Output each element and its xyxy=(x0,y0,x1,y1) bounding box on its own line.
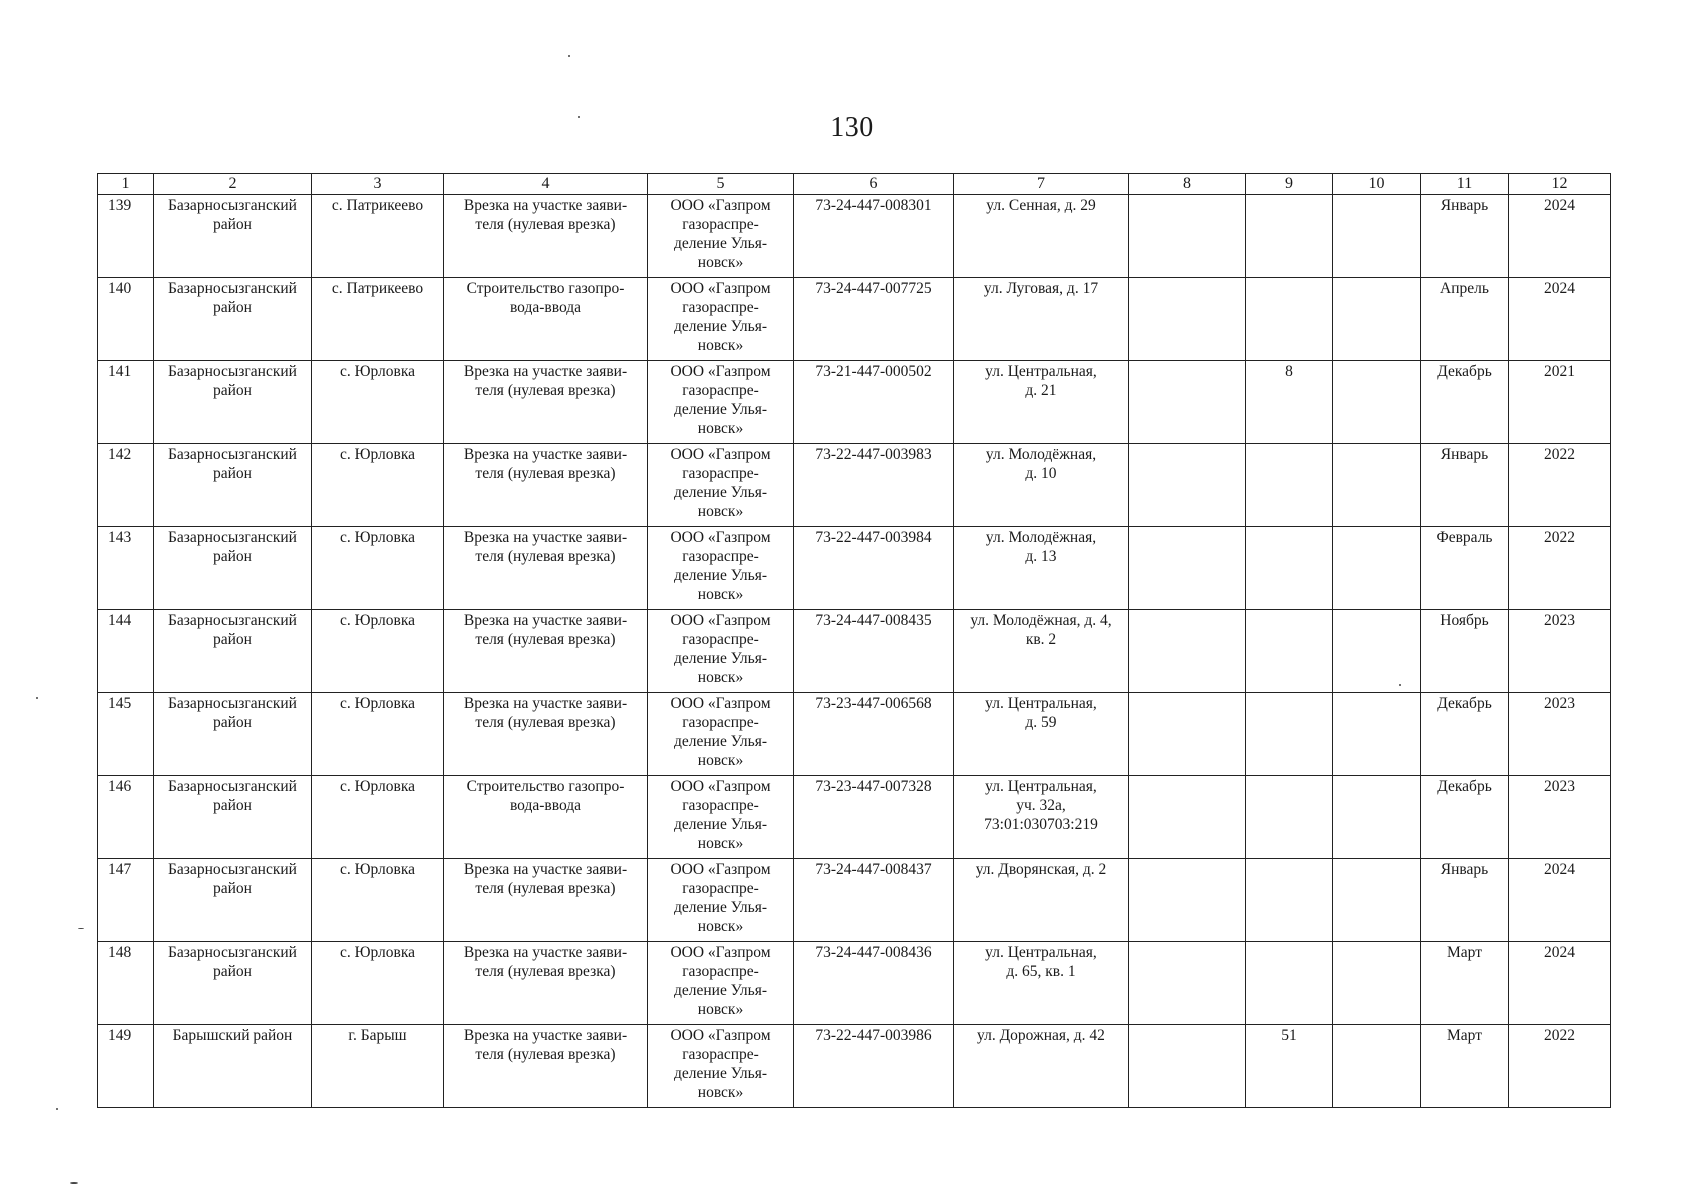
column-10-cell xyxy=(1333,859,1421,942)
column-header: 11 xyxy=(1421,174,1509,195)
work-type-cell: Врезка на участке заяви- теля (нулевая врезка) xyxy=(444,527,648,610)
column-header: 9 xyxy=(1246,174,1333,195)
row-number: 148 xyxy=(98,942,154,1025)
table-row xyxy=(98,859,1611,942)
application-code-cell: 73-23-447-006568 xyxy=(794,693,954,776)
column-8-cell xyxy=(1129,859,1246,942)
district-cell: Базарносызганский район xyxy=(154,942,312,1025)
table-row xyxy=(98,942,1611,1025)
month-cell: Декабрь xyxy=(1421,693,1509,776)
year-cell: 2021 xyxy=(1509,361,1611,444)
district-cell: Базарносызганский район xyxy=(154,610,312,693)
application-code-cell: 73-22-447-003986 xyxy=(794,1025,954,1108)
scan-speck xyxy=(70,1182,78,1184)
district-cell: Базарносызганский район xyxy=(154,859,312,942)
locality-cell: с. Патрикеево xyxy=(312,195,444,278)
locality-cell: г. Барыш xyxy=(312,1025,444,1108)
month-cell: Январь xyxy=(1421,444,1509,527)
address-cell: ул. Дворянская, д. 2 xyxy=(954,859,1129,942)
address-cell: ул. Центральная, д. 65, кв. 1 xyxy=(954,942,1129,1025)
month-cell: Декабрь xyxy=(1421,361,1509,444)
month-cell: Март xyxy=(1421,942,1509,1025)
month-cell: Ноябрь xyxy=(1421,610,1509,693)
table-row xyxy=(98,610,1611,693)
column-9-cell xyxy=(1246,610,1333,693)
column-8-cell xyxy=(1129,444,1246,527)
district-cell: Барышский район xyxy=(154,1025,312,1108)
column-8-cell xyxy=(1129,361,1246,444)
locality-cell: с. Юрловка xyxy=(312,527,444,610)
column-9-cell xyxy=(1246,527,1333,610)
district-cell: Базарносызганский район xyxy=(154,195,312,278)
column-9-cell xyxy=(1246,278,1333,361)
column-8-cell xyxy=(1129,693,1246,776)
table-row xyxy=(98,195,1611,278)
application-code-cell: 73-24-447-008301 xyxy=(794,195,954,278)
month-cell: Апрель xyxy=(1421,278,1509,361)
scan-speck xyxy=(568,55,570,57)
column-9-cell: 51 xyxy=(1246,1025,1333,1108)
scan-speck xyxy=(56,1108,58,1110)
register-table xyxy=(97,173,1611,1108)
column-8-cell xyxy=(1129,776,1246,859)
row-number: 145 xyxy=(98,693,154,776)
application-code-cell: 73-22-447-003984 xyxy=(794,527,954,610)
column-8-cell xyxy=(1129,1025,1246,1108)
column-9-cell xyxy=(1246,776,1333,859)
column-header: 12 xyxy=(1509,174,1611,195)
district-cell: Базарносызганский район xyxy=(154,361,312,444)
month-cell: Февраль xyxy=(1421,527,1509,610)
organization-cell: ООО «Газпром газораспре- деление Улья- новск» xyxy=(648,776,794,859)
column-header: 1 xyxy=(98,174,154,195)
column-header: 7 xyxy=(954,174,1129,195)
month-cell: Март xyxy=(1421,1025,1509,1108)
column-8-cell xyxy=(1129,527,1246,610)
column-9-cell xyxy=(1246,195,1333,278)
work-type-cell: Врезка на участке заяви- теля (нулевая врезка) xyxy=(444,361,648,444)
column-header: 10 xyxy=(1333,174,1421,195)
organization-cell: ООО «Газпром газораспре- деление Улья- новск» xyxy=(648,278,794,361)
address-cell: ул. Сенная, д. 29 xyxy=(954,195,1129,278)
address-cell: ул. Молодёжная, д. 13 xyxy=(954,527,1129,610)
column-10-cell xyxy=(1333,1025,1421,1108)
address-cell: ул. Молодёжная, д. 4, кв. 2 xyxy=(954,610,1129,693)
year-cell: 2023 xyxy=(1509,776,1611,859)
row-number: 142 xyxy=(98,444,154,527)
organization-cell: ООО «Газпром газораспре- деление Улья- новск» xyxy=(648,527,794,610)
year-cell: 2024 xyxy=(1509,278,1611,361)
column-10-cell xyxy=(1333,361,1421,444)
address-cell: ул. Центральная, д. 59 xyxy=(954,693,1129,776)
table-row xyxy=(98,527,1611,610)
column-10-cell xyxy=(1333,693,1421,776)
column-8-cell xyxy=(1129,278,1246,361)
row-number: 147 xyxy=(98,859,154,942)
column-header: 8 xyxy=(1129,174,1246,195)
year-cell: 2024 xyxy=(1509,195,1611,278)
table-row xyxy=(98,278,1611,361)
row-number: 139 xyxy=(98,195,154,278)
table-row xyxy=(98,361,1611,444)
address-cell: ул. Молодёжная, д. 10 xyxy=(954,444,1129,527)
month-cell: Январь xyxy=(1421,859,1509,942)
application-code-cell: 73-24-447-008436 xyxy=(794,942,954,1025)
column-10-cell xyxy=(1333,195,1421,278)
page-number: 130 xyxy=(830,112,874,143)
row-number: 141 xyxy=(98,361,154,444)
address-cell: ул. Луговая, д. 17 xyxy=(954,278,1129,361)
organization-cell: ООО «Газпром газораспре- деление Улья- новск» xyxy=(648,610,794,693)
work-type-cell: Врезка на участке заяви- теля (нулевая врезка) xyxy=(444,195,648,278)
organization-cell: ООО «Газпром газораспре- деление Улья- новск» xyxy=(648,1025,794,1108)
column-8-cell xyxy=(1129,195,1246,278)
column-10-cell xyxy=(1333,444,1421,527)
row-number: 144 xyxy=(98,610,154,693)
locality-cell: с. Юрловка xyxy=(312,859,444,942)
column-8-cell xyxy=(1129,942,1246,1025)
work-type-cell: Строительство газопро- вода-ввода xyxy=(444,278,648,361)
district-cell: Базарносызганский район xyxy=(154,776,312,859)
column-9-cell xyxy=(1246,942,1333,1025)
row-number: 140 xyxy=(98,278,154,361)
table-row xyxy=(98,776,1611,859)
scan-speck xyxy=(78,928,84,929)
organization-cell: ООО «Газпром газораспре- деление Улья- новск» xyxy=(648,195,794,278)
row-number: 146 xyxy=(98,776,154,859)
header-row xyxy=(98,174,1611,195)
work-type-cell: Врезка на участке заяви- теля (нулевая врезка) xyxy=(444,444,648,527)
district-cell: Базарносызганский район xyxy=(154,444,312,527)
row-number: 149 xyxy=(98,1025,154,1108)
row-number: 143 xyxy=(98,527,154,610)
table-row xyxy=(98,693,1611,776)
month-cell: Январь xyxy=(1421,195,1509,278)
locality-cell: с. Юрловка xyxy=(312,942,444,1025)
year-cell: 2022 xyxy=(1509,1025,1611,1108)
work-type-cell: Врезка на участке заяви- теля (нулевая врезка) xyxy=(444,610,648,693)
column-header: 5 xyxy=(648,174,794,195)
column-10-cell xyxy=(1333,776,1421,859)
scan-speck xyxy=(36,697,38,699)
application-code-cell: 73-24-447-008437 xyxy=(794,859,954,942)
column-9-cell xyxy=(1246,693,1333,776)
organization-cell: ООО «Газпром газораспре- деление Улья- новск» xyxy=(648,942,794,1025)
address-cell: ул. Дорожная, д. 42 xyxy=(954,1025,1129,1108)
table-row xyxy=(98,444,1611,527)
locality-cell: с. Юрловка xyxy=(312,610,444,693)
application-code-cell: 73-24-447-008435 xyxy=(794,610,954,693)
locality-cell: с. Патрикеево xyxy=(312,278,444,361)
year-cell: 2023 xyxy=(1509,610,1611,693)
column-8-cell xyxy=(1129,610,1246,693)
column-10-cell xyxy=(1333,527,1421,610)
column-header: 6 xyxy=(794,174,954,195)
column-header: 2 xyxy=(154,174,312,195)
year-cell: 2022 xyxy=(1509,444,1611,527)
district-cell: Базарносызганский район xyxy=(154,693,312,776)
scan-speck xyxy=(578,116,580,118)
column-header: 4 xyxy=(444,174,648,195)
address-cell: ул. Центральная, д. 21 xyxy=(954,361,1129,444)
month-cell: Декабрь xyxy=(1421,776,1509,859)
column-9-cell: 8 xyxy=(1246,361,1333,444)
district-cell: Базарносызганский район xyxy=(154,278,312,361)
column-10-cell xyxy=(1333,610,1421,693)
column-9-cell xyxy=(1246,444,1333,527)
table-row xyxy=(98,1025,1611,1108)
organization-cell: ООО «Газпром газораспре- деление Улья- новск» xyxy=(648,444,794,527)
district-cell: Базарносызганский район xyxy=(154,527,312,610)
organization-cell: ООО «Газпром газораспре- деление Улья- новск» xyxy=(648,361,794,444)
locality-cell: с. Юрловка xyxy=(312,693,444,776)
column-10-cell xyxy=(1333,942,1421,1025)
year-cell: 2022 xyxy=(1509,527,1611,610)
organization-cell: ООО «Газпром газораспре- деление Улья- новск» xyxy=(648,693,794,776)
work-type-cell: Врезка на участке заяви- теля (нулевая врезка) xyxy=(444,859,648,942)
application-code-cell: 73-21-447-000502 xyxy=(794,361,954,444)
address-cell: ул. Центральная, уч. 32а, 73:01:030703:219 xyxy=(954,776,1129,859)
organization-cell: ООО «Газпром газораспре- деление Улья- новск» xyxy=(648,859,794,942)
work-type-cell: Врезка на участке заяви- теля (нулевая врезка) xyxy=(444,942,648,1025)
work-type-cell: Строительство газопро- вода-ввода xyxy=(444,776,648,859)
locality-cell: с. Юрловка xyxy=(312,361,444,444)
application-code-cell: 73-22-447-003983 xyxy=(794,444,954,527)
work-type-cell: Врезка на участке заяви- теля (нулевая врезка) xyxy=(444,1025,648,1108)
application-code-cell: 73-24-447-007725 xyxy=(794,278,954,361)
column-header: 3 xyxy=(312,174,444,195)
locality-cell: с. Юрловка xyxy=(312,776,444,859)
year-cell: 2024 xyxy=(1509,942,1611,1025)
work-type-cell: Врезка на участке заяви- теля (нулевая врезка) xyxy=(444,693,648,776)
application-code-cell: 73-23-447-007328 xyxy=(794,776,954,859)
year-cell: 2023 xyxy=(1509,693,1611,776)
year-cell: 2024 xyxy=(1509,859,1611,942)
column-9-cell xyxy=(1246,859,1333,942)
column-10-cell xyxy=(1333,278,1421,361)
locality-cell: с. Юрловка xyxy=(312,444,444,527)
